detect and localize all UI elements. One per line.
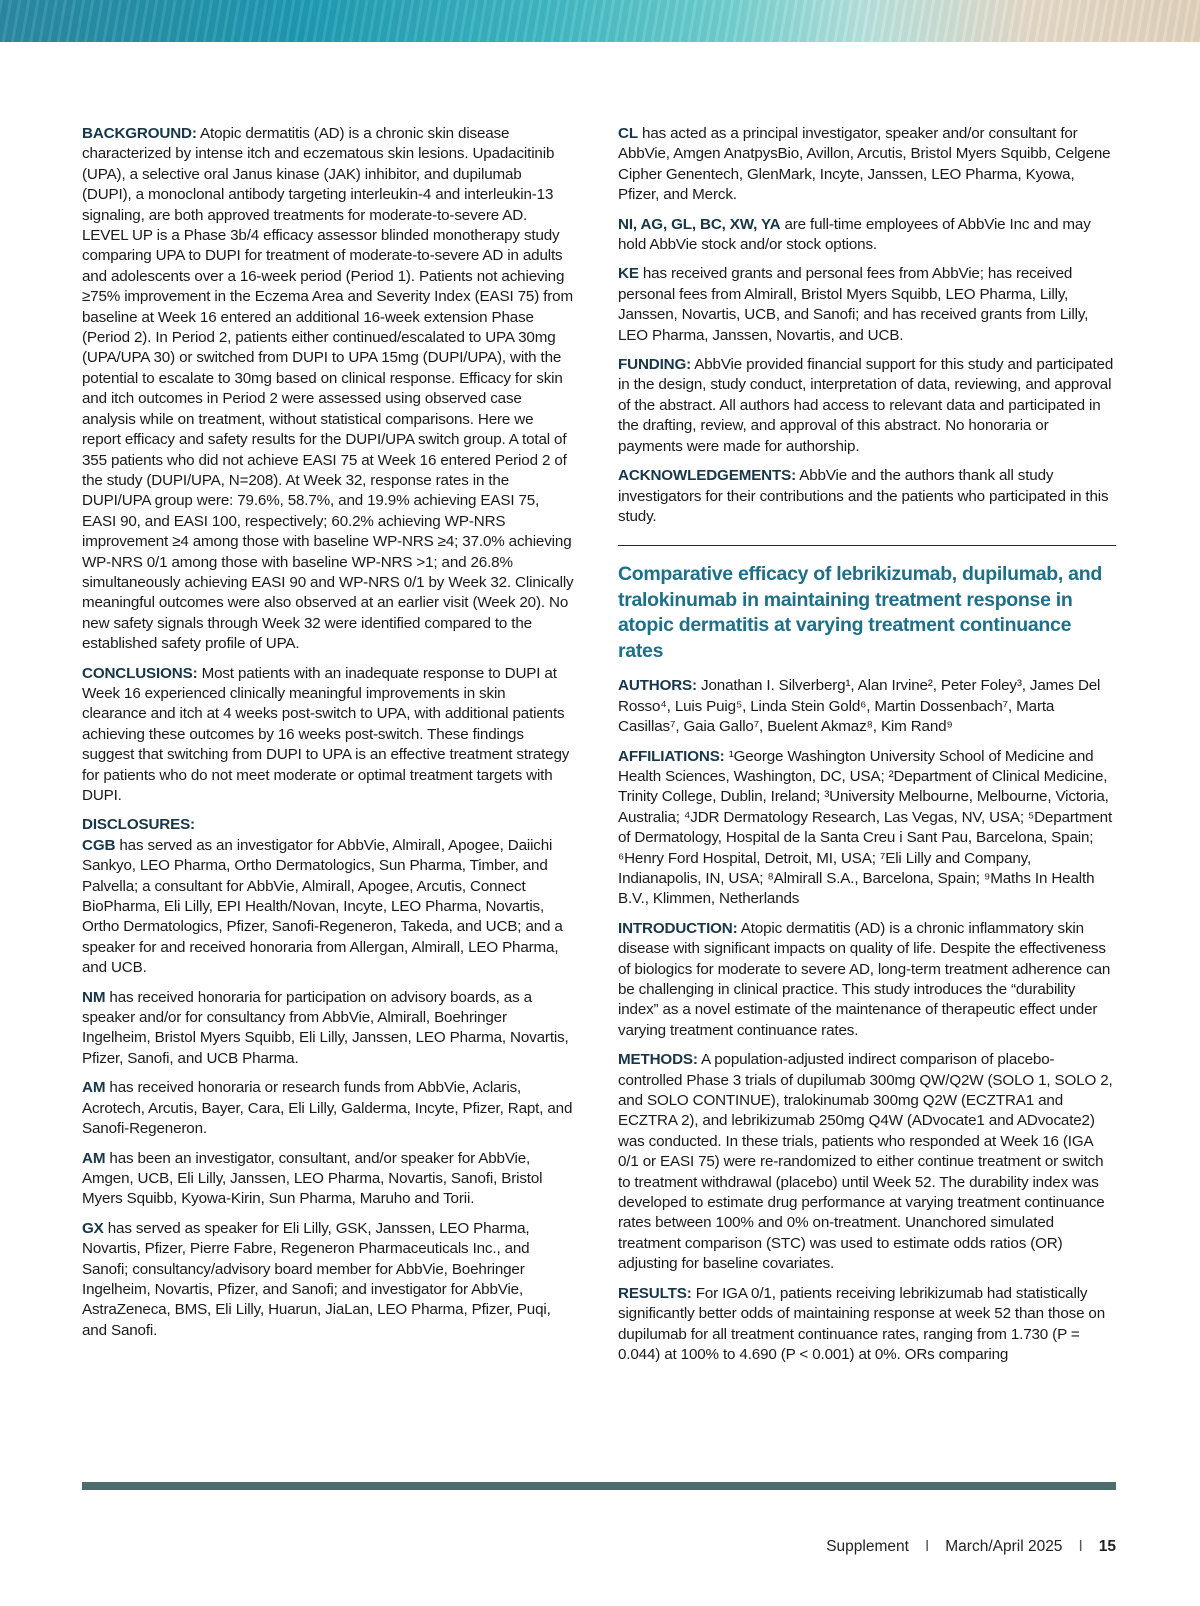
footer-issue: March/April 2025 bbox=[945, 1538, 1063, 1555]
disclosure-item bbox=[82, 1078, 574, 1139]
disclosure-initials: AM bbox=[82, 1079, 106, 1097]
funding-label: FUNDING: bbox=[618, 356, 692, 374]
footer-separator: I bbox=[1078, 1538, 1083, 1555]
funding-paragraph bbox=[618, 355, 1116, 457]
acknowledgements-text: AbbVie and the authors thank all study investigators for their contributions and the patients who participated in this study. bbox=[618, 467, 1109, 525]
disclosure-text: are full-time employees of AbbVie Inc and may hold AbbVie stock and/or stock options. bbox=[618, 215, 1091, 254]
disclosure-text: has been an investigator, consultant, and/or speaker for AbbVie, Amgen, UCB, Eli Lilly, Janssen, LEO Pharma, Novartis, Sanofi, Bristol Myers Squibb, Kyowa-Kirin, Sun Pharma, Maruho and Torii. bbox=[82, 1149, 543, 1208]
results-label: RESULTS: bbox=[618, 1284, 692, 1302]
disclosure-item bbox=[618, 264, 1116, 346]
footer-separator: I bbox=[924, 1538, 930, 1555]
introduction-paragraph bbox=[618, 919, 1116, 1041]
results-paragraph bbox=[618, 1284, 1116, 1366]
banner-texture bbox=[0, 0, 1200, 42]
results-text: For IGA 0/1, patients receiving lebrikizumab had statistically significantly better odds of maintaining response at week 52 than those on dupilumab for all treatment continuance rates, ranging from 1.730 (P = 0.044) at 100% to 4.690 (P < 0.001) at 0%. ORs comparing bbox=[618, 1284, 1106, 1363]
disclosure-initials: GX bbox=[82, 1219, 104, 1237]
disclosure-text: has received honoraria or research funds from AbbVie, Aclaris, Acrotech, Arcutis, Bayer, Cara, Eli Lilly, Galderma, Incyte, Pfizer, Rapt, and Sanofi-Regeneron. bbox=[82, 1079, 573, 1138]
disclosure-text: has served as an investigator for AbbVie, Almirall, Apogee, Daiichi Sankyo, LEO Pharma, Ortho Dermatologics, Sun Pharma, Timber, and Palvella; a consultant for AbbVie, Almirall, Apogee, Arcutis, Connect BioPharma, Eli Lilly, EPI Health/Novan, Incyte, LEO Pharma, Novartis, Ortho Dermatologics, Pfizer, Sanofi-Regeneron, Takeda, and UCB; and a speaker for and received honoraria from Allergan, Almirall, LEO Pharma, and UCB. bbox=[82, 836, 563, 977]
background-label: BACKGROUND: bbox=[82, 125, 197, 142]
disclosure-initials: AM bbox=[82, 1149, 106, 1167]
disclosure-item bbox=[82, 1149, 574, 1210]
disclosure-initials: CGB bbox=[82, 836, 116, 854]
disclosure-text: has received honoraria for participation on advisory boards, as a speaker and/or for consultancy from AbbVie, Almirall, Boehringer Ingelheim, Bristol Myers Squibb, Eli Lilly, Janssen, LEO Pharma, Novartis, Pfizer, Sanofi, and UCB Pharma. bbox=[82, 988, 569, 1067]
affiliations-paragraph bbox=[618, 747, 1116, 910]
affiliations-text: ¹George Washington University School of Medicine and Health Sciences, Washington, DC, USA; ²Department of Clinical Medicine, Trinity College, Dublin, Ireland; ³University Melbourne, Melbourne, Victoria, Australia; ⁴JDR Dermatology Research, Las Vegas, NV, USA; ⁵Department of Dermatology, Hospital de la Santa Creu i Sant Pau, Barcelona, Spain; ⁶Henry Ford Hospital, Detroit, MI, USA; ⁷Eli Lilly and Company, Indianapolis, IN, USA; ⁸Almirall S.A., Barcelona, Spain; ⁹Maths In Health B.V., Klimmen, Netherlands bbox=[618, 747, 1113, 908]
disclosures-heading: DISCLOSURES: bbox=[82, 816, 195, 834]
disclosure-item bbox=[618, 124, 1116, 206]
section-divider bbox=[618, 545, 1116, 546]
header-banner-image bbox=[0, 0, 1200, 42]
acknowledgements-paragraph bbox=[618, 466, 1116, 527]
methods-label: METHODS: bbox=[618, 1051, 698, 1069]
disclosure-item bbox=[82, 1219, 574, 1341]
disclosure-item bbox=[82, 988, 574, 1070]
disclosure-initials: NM bbox=[82, 988, 106, 1006]
disclosure-initials: KE bbox=[618, 265, 639, 283]
disclosure-text: has received grants and personal fees from AbbVie; has received personal fees from Almirall, Bristol Myers Squibb, LEO Pharma, Lilly, Janssen, Novartis, UCB, and Sanofi; and has received grants from Lilly, LEO Pharma, Janssen, Novartis, and UCB. bbox=[618, 265, 1089, 344]
disclosure-item bbox=[82, 836, 574, 979]
authors-text: Jonathan I. Silverberg¹, Alan Irvine², Peter Foley³, James Del Rosso⁴, Luis Puig⁵, Linda Stein Gold⁶, Martin Dossenbach⁷, Marta Casillas⁷, Gaia Gallo⁷, Buelent Akmaz⁸, Kim Rand⁹ bbox=[618, 677, 1101, 736]
affiliations-label: AFFILIATIONS: bbox=[618, 747, 725, 765]
funding-text: AbbVie provided financial support for this study and participated in the design, study conduct, interpretation of data, reviewing, and approval of the abstract. All authors had access to relevant data and participated in the drafting, review, and approval of this abstract. No honoraria or payments were made for authorship. bbox=[618, 356, 1114, 455]
page-footer bbox=[826, 1538, 1116, 1556]
disclosure-item bbox=[618, 215, 1116, 256]
footer-rule bbox=[82, 1482, 1116, 1490]
right-column bbox=[618, 124, 1116, 1374]
disclosure-initials: NI, AG, GL, BC, XW, YA bbox=[618, 215, 781, 233]
background-text: Atopic dermatitis (AD) is a chronic skin disease characterized by intense itch and eczematous skin lesions. Upadacitinib (UPA), a selective oral Janus kinase (JAK) inhibitor, and dupilumab (DUPI), a monoclonal antibody targeting interleukin-4 and interleukin-13 signaling, are both approved treatments for moderate-to-severe AD. LEVEL UP is a Phase 3b/4 efficacy assessor blinded monotherapy study comparing UPA to DUPI for treatment of moderate-to-severe AD in adults and adolescents over a 16-week period (Period 1). Patients not achieving ≥75% improvement in the Eczema Area and Severity Index (EASI 75) from baseline at Week 16 entered an additional 16-week extension Phase (Period 2). In Period 2, patients either continued/escalated to UPA 30mg (UPA/UPA 30) or switched from DUPI to UPA 15mg (DUPI/UPA), with the potential to escalate to 30mg based on clinical response. Efficacy for skin and itch outcomes in Period 2 were assessed using observed case analysis while on treatment, without statistical comparisons. Here we report efficacy and safety results for the DUPI/UPA switch group. A total of 355 patients who did not achieve EASI 75 at Week 16 entered Period 2 of the study (DUPI/UPA, N=208). At Week 32, response rates in the DUPI/UPA group were: 79.6%, 58.7%, and 19.9% achieving EASI 75, EASI 90, and EASI 100, respectively; 60.2% achieving WP-NRS improvement ≥4 among those with baseline WP-NRS ≥4; 37.0% achieving WP-NRS 0/1 among those with baseline WP-NRS >1; and 26.8% simultaneously achieving EASI 90 and WP-NRS 0/1 by Week 32. Clinically meaningful outcomes were also observed at an earlier visit (Week 20). No new safety signals through Week 32 were identified compared to the established safety profile of UPA. bbox=[82, 125, 574, 653]
page-number: 15 bbox=[1098, 1538, 1116, 1555]
disclosure-initials: CL bbox=[618, 125, 638, 142]
conclusions-text: Most patients with an inadequate response to DUPI at Week 16 experienced clinically meaningful improvements in skin clearance and itch at 4 weeks post-switch to UPA, with additional patients achieving these outcomes by 16 weeks post-switch. These findings suggest that switching from DUPI to UPA is an effective treatment strategy for patients who do not meet moderate or optimal treatment targets with DUPI. bbox=[82, 664, 570, 804]
authors-label: AUTHORS: bbox=[618, 677, 697, 695]
introduction-text: Atopic dermatitis (AD) is a chronic inflammatory skin disease with significant impacts on quality of life. Despite the effectiveness of biologics for moderate to severe AD, long-term treatment adherence can be challenging in clinical practice. This study introduces the “durability index” as a novel estimate of the maintenance of therapeutic effect under varying treatment continuance rates. bbox=[618, 919, 1111, 1039]
disclosure-text: has acted as a principal investigator, speaker and/or consultant for AbbVie, Amgen AnatpysBio, Avillon, Arcutis, Bristol Myers Squibb, Celgene Cipher Genentech, GlenMark, Incyte, Janssen, LEO Pharma, Kyowa, Pfizer, and Merck. bbox=[618, 125, 1111, 204]
left-column bbox=[82, 124, 574, 1350]
background-paragraph bbox=[82, 124, 574, 655]
authors-paragraph bbox=[618, 676, 1116, 737]
article-title: Comparative efficacy of lebrikizumab, dupilumab, and tralokinumab in maintaining treatment response in atopic dermatitis at varying treatment continuance rates bbox=[618, 563, 1102, 662]
conclusions-paragraph bbox=[82, 664, 574, 807]
methods-paragraph bbox=[618, 1050, 1116, 1274]
disclosure-text: has served as speaker for Eli Lilly, GSK, Janssen, LEO Pharma, Novartis, Pfizer, Pierre Fabre, Regeneron Pharmaceuticals Inc., and Sanofi; consultancy/advisory board member for AbbVie, Boehringer Ingelheim, Novartis, Pfizer, and Sanofi; and investigator for AbbVie, AstraZeneca, BMS, Eli Lilly, Huarun, JiaLan, LEO Pharma, Pfizer, Puqi, and Sanofi. bbox=[82, 1219, 551, 1339]
introduction-label: INTRODUCTION: bbox=[618, 919, 738, 937]
methods-text: A population-adjusted indirect comparison of placebo-controlled Phase 3 trials of dupilumab 300mg QW/Q2W (SOLO 1, SOLO 2, and SOLO CONTINUE), tralokinumab 300mg Q2W (ECZTRA1 and ECZTRA 2), and lebrikizumab 250mg Q4W (ADvocate1 and ADvocate2) was conducted. In these trials, patients who responded at Week 16 (IGA 0/1 or EASI 75) were re-randomized to either continue treatment or switch to treatment withdrawal (placebo) until Week 52. The durability index was developed to estimate drug performance at varying treatment continuance rates between 100% and 0% on-treatment. Unanchored simulated treatment comparison (STC) was used to estimate odds ratios (OR) adjusting for baseline covariates. bbox=[618, 1051, 1113, 1273]
conclusions-label: CONCLUSIONS: bbox=[82, 664, 198, 682]
acknowledgements-label: ACKNOWLEDGEMENTS: bbox=[618, 467, 797, 485]
footer-publication: Supplement bbox=[826, 1538, 909, 1555]
